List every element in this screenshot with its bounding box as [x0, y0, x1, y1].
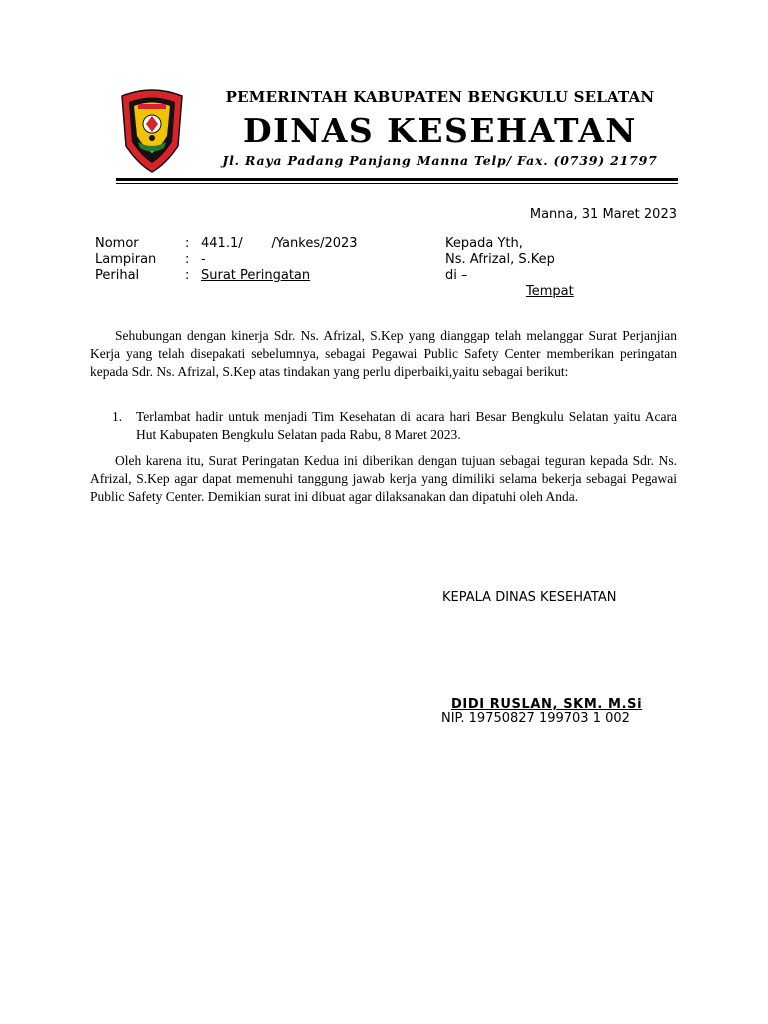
meta-label: Nomor — [95, 236, 139, 251]
government-name: PEMERINTAH KABUPATEN BENGKULU SELATAN — [225, 88, 655, 106]
meta-label: Perihal — [95, 268, 140, 283]
meta-value: - — [201, 252, 206, 267]
meta-row-perihal — [95, 268, 358, 284]
meta-row-nomor — [95, 236, 358, 252]
meta-colon: : — [185, 268, 190, 283]
meta-value: 441.1/ /Yankes/2023 — [201, 236, 358, 251]
recipient-block — [445, 236, 555, 284]
recipient-salutation: Kepada Yth, — [445, 236, 523, 251]
meta-label: Lampiran — [95, 252, 157, 267]
body-paragraph-2: Oleh karena itu, Surat Peringatan Kedua ini diberikan dengan tujuan sebagai teguran kepada Sdr. Ns. Afrizal, S.Kep agar dapat memenuhi tanggung jawab kerja yang dimiliki selama bekerja sebagai Pegawai Public Safety Center. Demikian surat ini dibuat agar dilaksanakan dan dipatuhi oleh Anda. — [90, 453, 677, 504]
meta-colon: : — [185, 236, 190, 251]
meta-value: Surat Peringatan — [201, 268, 311, 283]
body-paragraph-1: Sehubungan dengan kinerja Sdr. Ns. Afrizal, S.Kep yang dianggap telah melanggar Surat Perjanjian Kerja yang telah disepakati sebelumnya, sebagai Pegawai Public Safety Center memberikan peringatan kepada Sdr. Ns. Afrizal, S.Kep atas tindakan yang perlu diperbaiki,yaitu sebagai berikut: — [90, 328, 677, 379]
letterhead-rule-thick — [116, 178, 678, 181]
list-number: 1. — [112, 409, 123, 424]
list-item — [112, 408, 677, 444]
letter-meta — [95, 236, 358, 284]
meta-colon: : — [185, 252, 190, 267]
regency-emblem-logo — [116, 88, 188, 174]
letterhead-rule-thin — [116, 183, 678, 184]
office-address: Jl. Raya Padang Panjang Manna Telp/ Fax. (0739) 21797 — [222, 153, 658, 168]
recipient-di: di – — [445, 268, 468, 283]
meta-row-lampiran — [95, 252, 358, 268]
signatory-nip: NIP. 19750827 199703 1 002 — [441, 711, 630, 726]
recipient-name: Ns. Afrizal, S.Kep — [445, 252, 555, 267]
signatory-title: KEPALA DINAS KESEHATAN — [442, 590, 617, 605]
recipient-place: Tempat — [526, 284, 574, 299]
list-text: Terlambat hadir untuk menjadi Tim Kesehatan di acara hari Besar Bengkulu Selatan yaitu Acara Hut Kabupaten Bengkulu Selatan pada Rabu, 8 Maret 2023. — [136, 409, 677, 442]
letter-date: Manna, 31 Maret 2023 — [529, 207, 677, 222]
office-title: DINAS KESEHATAN — [243, 111, 637, 150]
signatory-name: DIDI RUSLAN, SKM. M.Si — [451, 697, 643, 712]
